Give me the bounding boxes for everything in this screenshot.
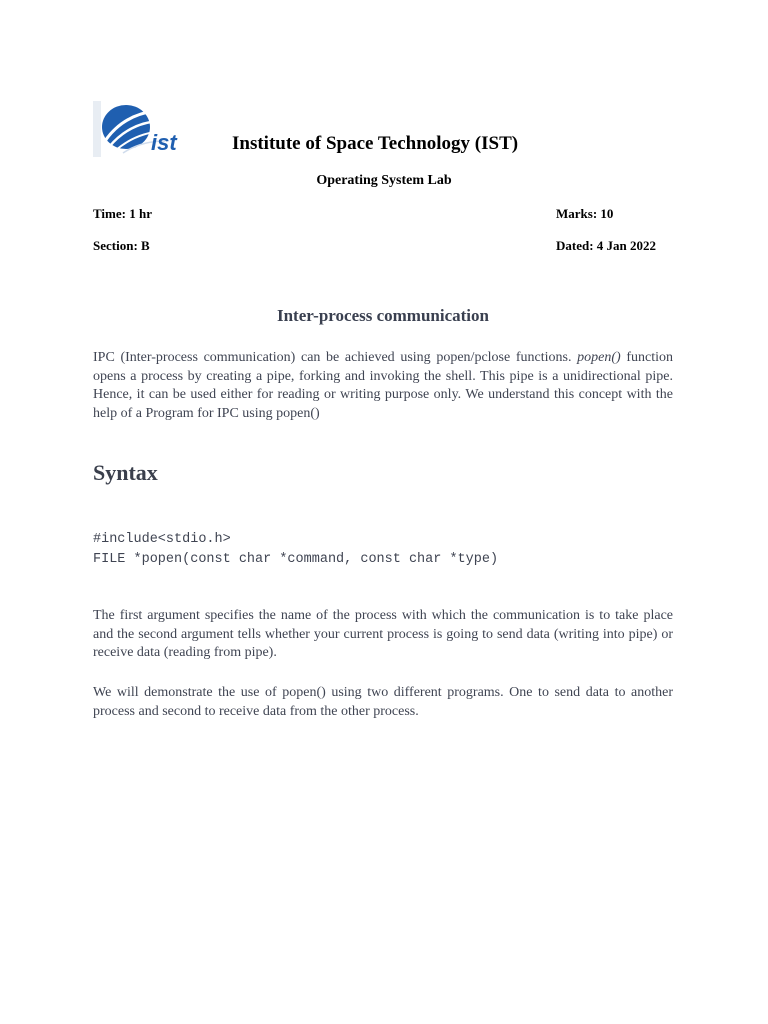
topic-heading: Inter-process communication (276, 306, 489, 325)
institute-title: Institute of Space Technology (IST) (232, 133, 519, 154)
section-field: Section: B (93, 238, 150, 253)
logo-text: ist (151, 130, 177, 155)
course-title: Operating System Lab (316, 173, 452, 188)
demo-paragraph: We will demonstrate the use of popen() using two different programs. One to send data to another process and second to receive data from the other process. (93, 685, 673, 719)
marks-field: Marks: 10 (556, 206, 614, 221)
date-field: Dated: 4 Jan 2022 (556, 238, 657, 253)
code-block (93, 510, 498, 570)
ist-logo (93, 101, 193, 157)
intro-text-a: IPC (Inter-process communication) can be achieved using popen/pclose functions. (93, 350, 578, 365)
intro-function-name: popen() (577, 350, 621, 365)
arguments-paragraph: The first argument specifies the name of the process with which the communication is to take place and the second argument tells whether your current process is going to send data (writing into pipe) or receive data (reading from pipe). (93, 608, 673, 660)
time-field: Time: 1 hr (93, 206, 152, 221)
code-line-include: #include<stdio.h> (93, 532, 231, 547)
intro-paragraph (93, 349, 673, 423)
intro-text-b: function opens a process by creating a pipe, forking and invoking the shell. This pipe is a unidirectional pipe. Hence, it can be used either for reading or writing purpose only. We understand this concept with the help of a Program for IPC using popen() (93, 350, 674, 421)
syntax-heading: Syntax (93, 460, 158, 485)
code-line-signature: FILE *popen(const char *command, const char *type) (93, 552, 499, 567)
